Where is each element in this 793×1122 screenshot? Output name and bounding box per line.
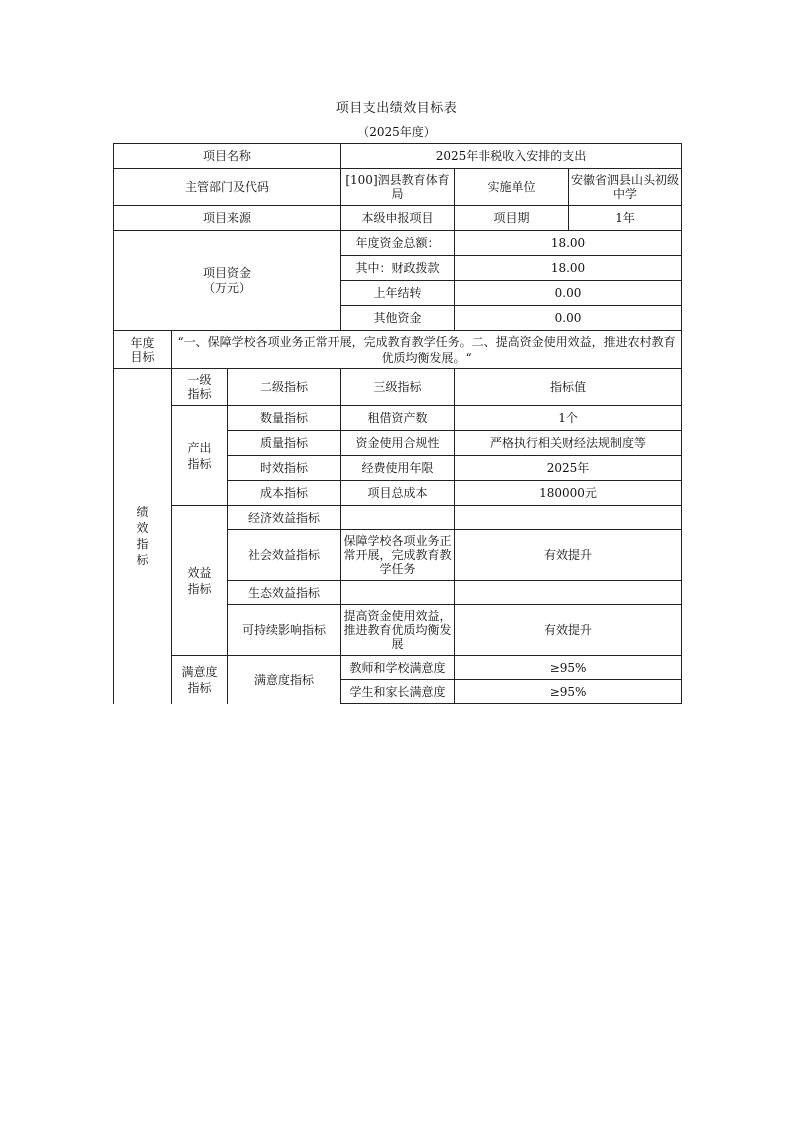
output-value: 2025年 <box>455 456 682 481</box>
satisfaction-value: ≥95% <box>455 680 682 704</box>
satisfaction-level3: 教师和学校满意度 <box>341 656 455 680</box>
funds-carryover-value: 0.00 <box>455 281 682 306</box>
source-label: 项目来源 <box>114 206 341 231</box>
benefit-level3: 提高资金使用效益，推进教育优质均衡发展 <box>341 605 455 656</box>
goal-text: “一、保障学校各项业务正常开展，完成教育教学任务。二、提高资金使用效益，推进农村教育优质均衡发展。“ <box>172 331 682 369</box>
output-value: 1个 <box>455 406 682 431</box>
row-project-name <box>114 144 682 169</box>
goal-label <box>114 331 172 369</box>
header-level1-text: 一级指标 <box>187 373 212 401</box>
satisfaction-label <box>172 656 228 704</box>
period-value: 1年 <box>569 206 682 231</box>
header-value: 指标值 <box>455 369 682 406</box>
benefit-label-text: 效益指标 <box>187 565 212 596</box>
benefit-value: 有效提升 <box>455 530 682 581</box>
row-department <box>114 169 682 206</box>
row-satisfaction-teachers <box>114 656 682 680</box>
funds-total-value: 18.00 <box>455 231 682 256</box>
row-source <box>114 206 682 231</box>
benefit-level3 <box>341 506 455 530</box>
benefit-value <box>455 581 682 605</box>
department-value: [100]泗县教育体育局 <box>341 169 455 206</box>
output-level2: 质量指标 <box>228 431 341 456</box>
benefit-level3 <box>341 581 455 605</box>
funds-total-label: 年度资金总额： <box>341 231 455 256</box>
row-annual-goal <box>114 331 682 369</box>
funds-carryover-label: 上年结转 <box>341 281 455 306</box>
department-label: 主管部门及代码 <box>114 169 341 206</box>
row-performance-header <box>114 369 682 406</box>
project-name-value: 2025年非税收入安排的支出 <box>341 144 682 169</box>
satisfaction-value: ≥95% <box>455 656 682 680</box>
output-level3: 租借资产数 <box>341 406 455 431</box>
benefit-value: 有效提升 <box>455 605 682 656</box>
satisfaction-level3: 学生和家长满意度 <box>341 680 455 704</box>
funds-fiscal-label: 其中：财政拨款 <box>341 256 455 281</box>
performance-label <box>114 369 172 704</box>
satisfaction-level2: 满意度指标 <box>228 656 341 704</box>
source-value: 本级申报项目 <box>341 206 455 231</box>
output-level3: 项目总成本 <box>341 481 455 506</box>
implementer-label: 实施单位 <box>455 169 569 206</box>
funds-label <box>114 231 341 331</box>
output-level3: 资金使用合规性 <box>341 431 455 456</box>
funds-fiscal-value: 18.00 <box>455 256 682 281</box>
output-level2: 成本指标 <box>228 481 341 506</box>
output-value: 180000元 <box>455 481 682 506</box>
period-label: 项目期 <box>455 206 569 231</box>
benefit-level2: 生态效益指标 <box>228 581 341 605</box>
benefit-level2: 可持续影响指标 <box>228 605 341 656</box>
output-level2: 时效指标 <box>228 456 341 481</box>
performance-target-table <box>113 143 682 704</box>
output-label-text: 产出指标 <box>187 440 212 471</box>
header-level1 <box>172 369 228 406</box>
row-output-quantity <box>114 406 682 431</box>
performance-label-text: 绩效指标 <box>136 505 149 568</box>
project-name-label: 项目名称 <box>114 144 341 169</box>
funds-label-text: 项目资金（万元） <box>202 265 251 295</box>
header-level2: 二级指标 <box>228 369 341 406</box>
benefit-level2: 经济效益指标 <box>228 506 341 530</box>
implementer-value: 安徽省泗县山头初级中学 <box>569 169 682 206</box>
output-label <box>172 406 228 506</box>
page-subtitle: （2025年度） <box>357 125 436 139</box>
funds-other-value: 0.00 <box>455 306 682 331</box>
page-title: 项目支出绩效目标表 <box>335 101 458 116</box>
benefit-level3: 保障学校各项业务正常开展，完成教育教学任务 <box>341 530 455 581</box>
benefit-label <box>172 506 228 656</box>
benefit-level2: 社会效益指标 <box>228 530 341 581</box>
goal-label-text: 年度目标 <box>130 335 155 364</box>
satisfaction-label-text: 满意度指标 <box>181 664 218 695</box>
header-level3: 三级指标 <box>341 369 455 406</box>
benefit-value <box>455 506 682 530</box>
output-level3: 经费使用年限 <box>341 456 455 481</box>
funds-other-label: 其他资金 <box>341 306 455 331</box>
output-level2: 数量指标 <box>228 406 341 431</box>
output-value: 严格执行相关财经法规制度等 <box>455 431 682 456</box>
row-funds-total <box>114 231 682 256</box>
row-benefit-economic <box>114 506 682 530</box>
